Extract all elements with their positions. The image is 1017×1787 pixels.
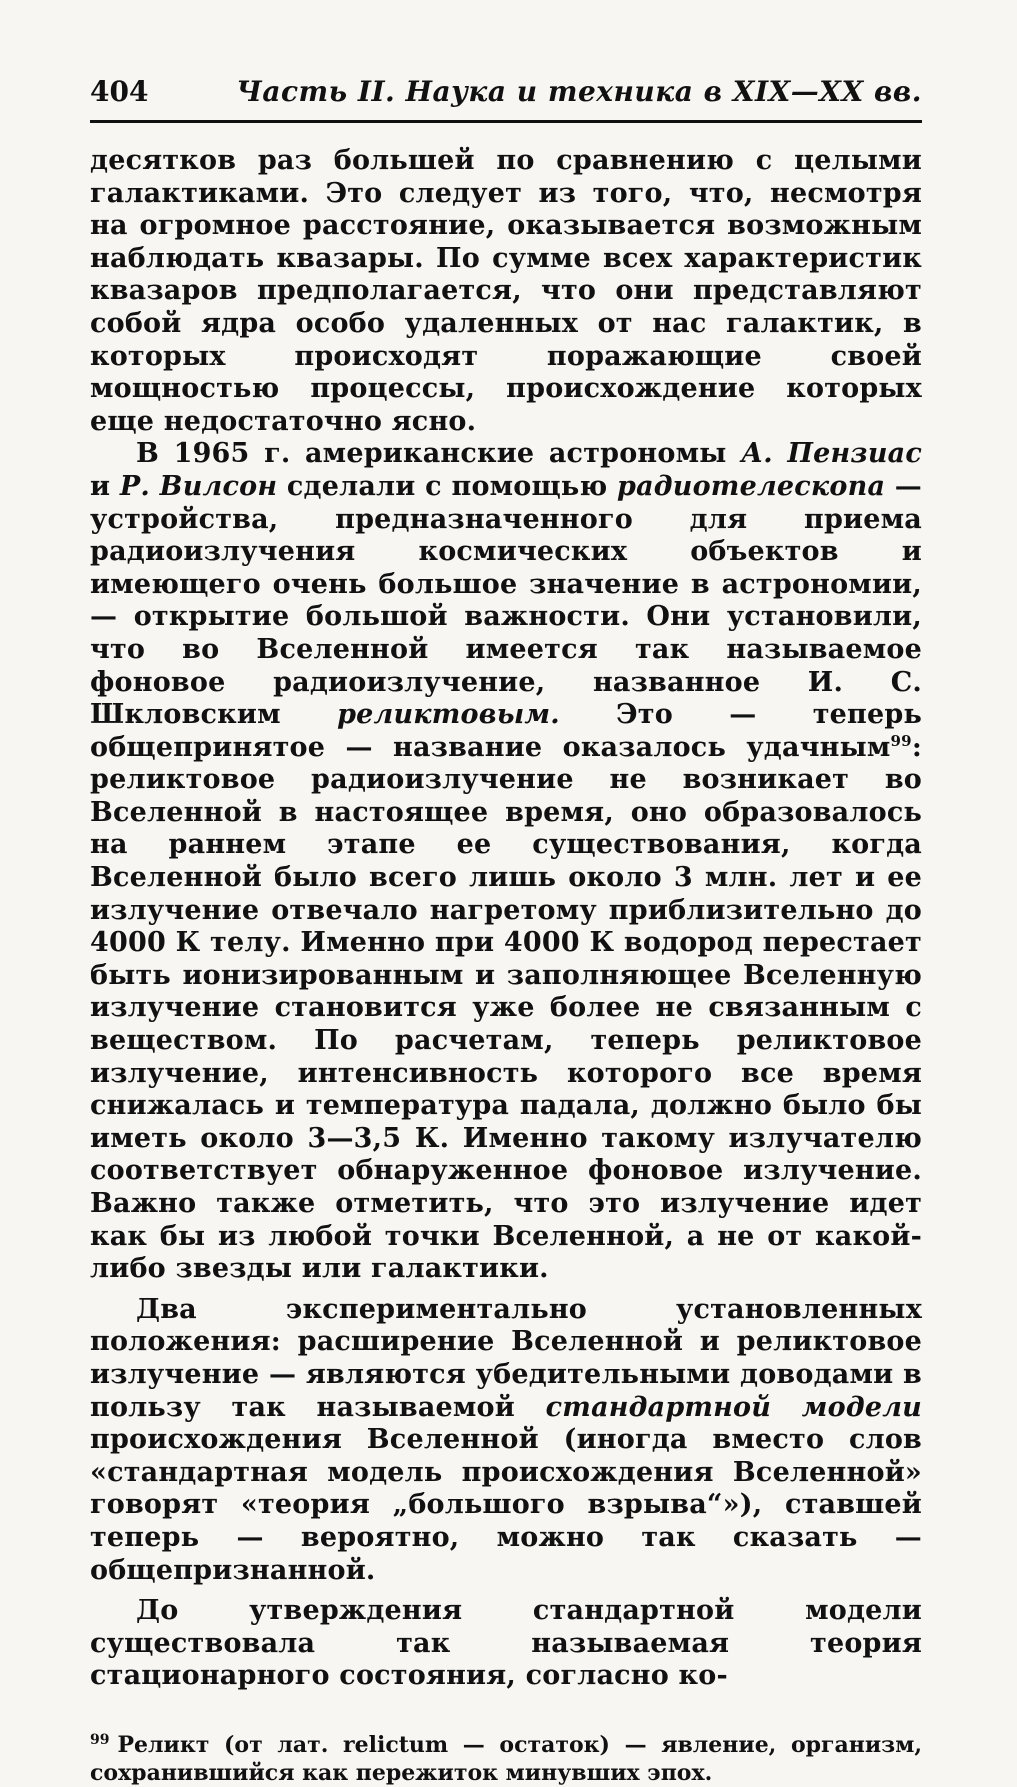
paragraph-4: До утверждения стандартной модели существовала так называемая теория стационарного состояния, согласно ко-: [90, 1595, 922, 1692]
paragraph-2-text-e: Это — теперь общепринятое — название оказалось удачным: [90, 699, 922, 763]
term-standard-model: стандартной модели: [545, 1391, 922, 1423]
paragraph-2-text-b: и: [90, 470, 120, 502]
name-penzias: А. Пензиас: [741, 438, 922, 470]
paragraph-2-text-a: В 1965 г. американские астрономы: [136, 438, 742, 470]
page-number: 404: [90, 75, 149, 108]
paragraph-gap: [90, 1286, 922, 1294]
paragraph-1: десятков раз большей по сравнению с целыми галактиками. Это следует из того, что, несмотря на огромное расстояние, оказывается возможным наблюдать квазары. По сумме всех характеристик квазаров предполагается, что они представляют собой ядра особо удаленных от нас галактик, в которых происходят поражающие своей мощностью процессы, происхождение которых еще недостаточно ясно.: [90, 145, 922, 437]
book-page: [90, 72, 922, 1787]
footnote-ref-99[interactable]: 99: [890, 731, 912, 750]
main-text: [90, 145, 922, 1693]
footnote: [90, 1731, 922, 1787]
term-radiotelescope: радиотелескопа: [617, 470, 886, 502]
paragraph-3: [90, 1294, 922, 1587]
paragraph-2: [90, 438, 922, 1285]
paragraph-2-text-c: сделали с помощью: [277, 470, 618, 502]
header-rule: [90, 120, 922, 123]
footnote-mark: 99: [90, 1731, 110, 1748]
paragraph-3-text-a: Два экспериментально установленных положения: расширение Вселенной и реликтовое излучение — являются убедительными доводами в пользу так называемой: [90, 1293, 922, 1423]
paragraph-2-text-d: — устройства, предназначенного для приема радиоизлучения космических объектов и имеющего очень большое значение в астрономии,— открытие большой важности. Они установили, что во Вселенной имеется так называемое фоновое радиоизлучение, названное И. С. Шкловским: [90, 470, 923, 731]
running-title: Часть II. Наука и техника в XIX—XX вв.: [236, 75, 922, 108]
running-head: [90, 72, 922, 112]
name-wilson: Р. Вилсон: [119, 470, 278, 502]
footnote-text: Реликт (от лат. relictum — остаток) — явление, организм, сохранившийся как пережиток минувших эпох.: [90, 1731, 922, 1786]
paragraph-2-text-f: : реликтовое радиоизлучение не возникает во Вселенной в настоящее время, оно образовалось на раннем этапе ее существования, когда Вселенной было всего лишь около 3 млн. лет и ее излучение отвечало нагретому приблизительно до 4000 К телу. Именно при 4000 К водород перестает быть ионизированным и заполняющее Вселенную излучение становится уже более не связанным с веществом. По расчетам, теперь реликтовое излучение, интенсивность которого все время снижалась и температура падала, должно было бы иметь около 3—3,5 К. Именно такому излучателю соответствует обнаруженное фоновое излучение. Важно также отметить, что это излучение идет как бы из любой точки Вселенной, а не от какой-либо звезды или галактики.: [90, 731, 922, 1285]
paragraph-3-text-b: происхождения Вселенной (иногда вместо слов «стандартная модель происхождения Вселенной» говорят «теория „большого взрыва“»), ставшей теперь — вероятно, можно так сказать — общепризнанной.: [90, 1424, 922, 1586]
term-relic: реликтовым.: [337, 699, 560, 731]
paragraph-gap: [90, 1587, 922, 1595]
